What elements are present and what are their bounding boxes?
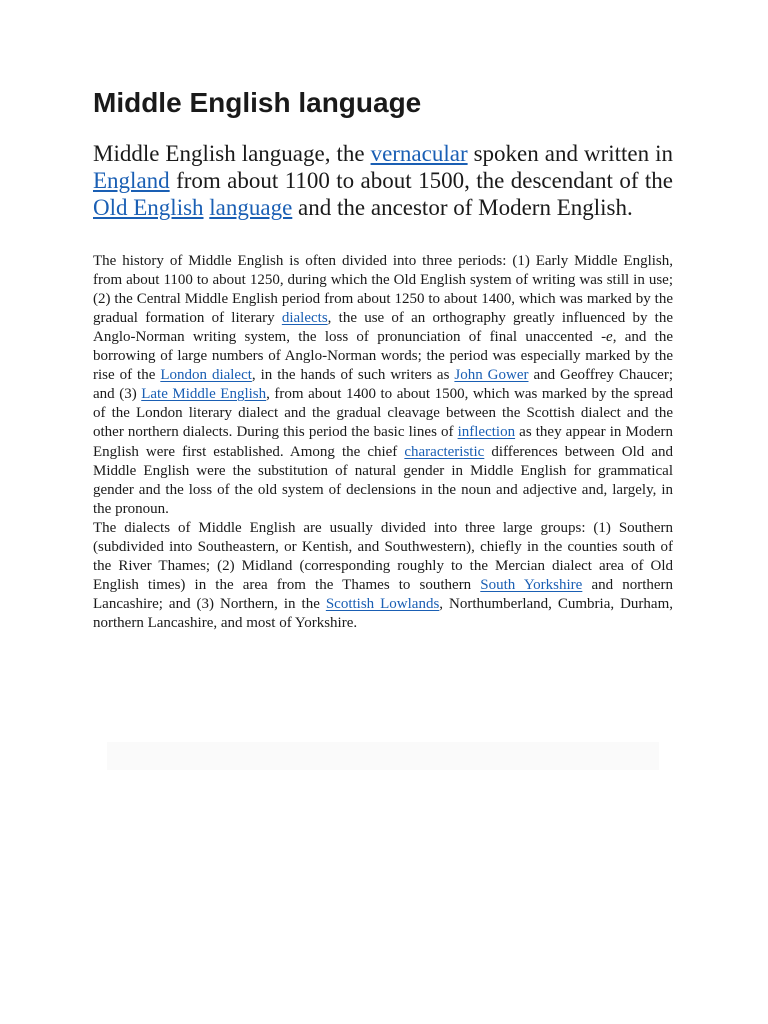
page-title: Middle English language [93,87,422,118]
link-language[interactable]: language [209,195,293,221]
body-text: , in the hands of such writers as [251,367,455,384]
link-john-gower[interactable]: John Gower [454,367,529,384]
body-text: , from about 1400 to about 1500, which was marked by the spread of the London literary dialect and the gradual cleavage between the Scottish dialect and the other northern dialects. During this period the basic lines of [93,386,673,441]
dialects-paragraph [93,519,673,634]
lead-text: spoken and written in [467,141,673,166]
body-text: , the use of an orthography greatly influenced by the Anglo-Norman writing system, the loss of pronunciation of final unaccented [93,309,674,345]
body-text: differences between Old and Middle English were the substitution of natural gender in Middle English for grammatical gender and the loss of the old system of declensions in the noun and adjective and, largely, in the pronoun. [93,443,673,517]
lead-text: from about 1100 to about 1500, the descendant of the [169,168,673,194]
body-text: and northern Lancashire; and (3) Northern, in the [93,577,674,613]
body-text: The history of Middle English is often divided into three periods: (1) Early Middle English, from about 1100 to about 1250, during which the Old English system of writing was still in use; (2) the Central Middle English period from about 1250 to about 1400, which was marked by the gradual formation of literary [93,252,673,326]
link-dialects[interactable]: dialects [281,309,328,326]
link-south-yorkshire[interactable]: South Yorkshire [480,577,583,594]
body-text: as they appear in Modern English were first established. Among the chief [93,424,673,460]
link-vernacular[interactable]: vernacular [370,141,468,166]
body-text: and Geoffrey Chaucer; and (3) [93,367,674,403]
link-england[interactable]: England [93,168,170,194]
body-text: , and the borrowing of large numbers of Anglo-Norman words; the period was especially marked by the rise of the [93,328,674,384]
emphasis-e: -e [601,328,613,345]
lead-text: and the ancestor of Modern English. [292,195,633,221]
link-characteristic[interactable]: characteristic [404,443,485,460]
history-paragraph [93,252,673,519]
link-late-middle-english[interactable]: Late Middle English [141,386,267,403]
lead-text: Middle English language, the [93,141,371,166]
lead-paragraph [93,140,673,222]
body-text: , Northumberland, Cumbria, Durham, northern Lancashire, and most of Yorkshire. [93,596,673,632]
link-inflection[interactable]: inflection [457,424,516,441]
article [93,82,673,633]
placeholder-box [107,742,659,770]
link-london-dialect[interactable]: London dialect [160,367,252,384]
body-text: The dialects of Middle English are usually divided into three large groups: (1) Southern (subdivided into Southeastern, or Kentish, and Southwestern), chiefly in the counties south of the River Thames; (2) Midland (corresponding roughly to the Mercian dialect area of Old English times) in the area from the Thames to southern [93,519,673,594]
link-scottish-lowlands[interactable]: Scottish Lowlands [325,596,440,613]
article-body [93,252,673,634]
link-old-english[interactable]: Old English [93,195,204,221]
